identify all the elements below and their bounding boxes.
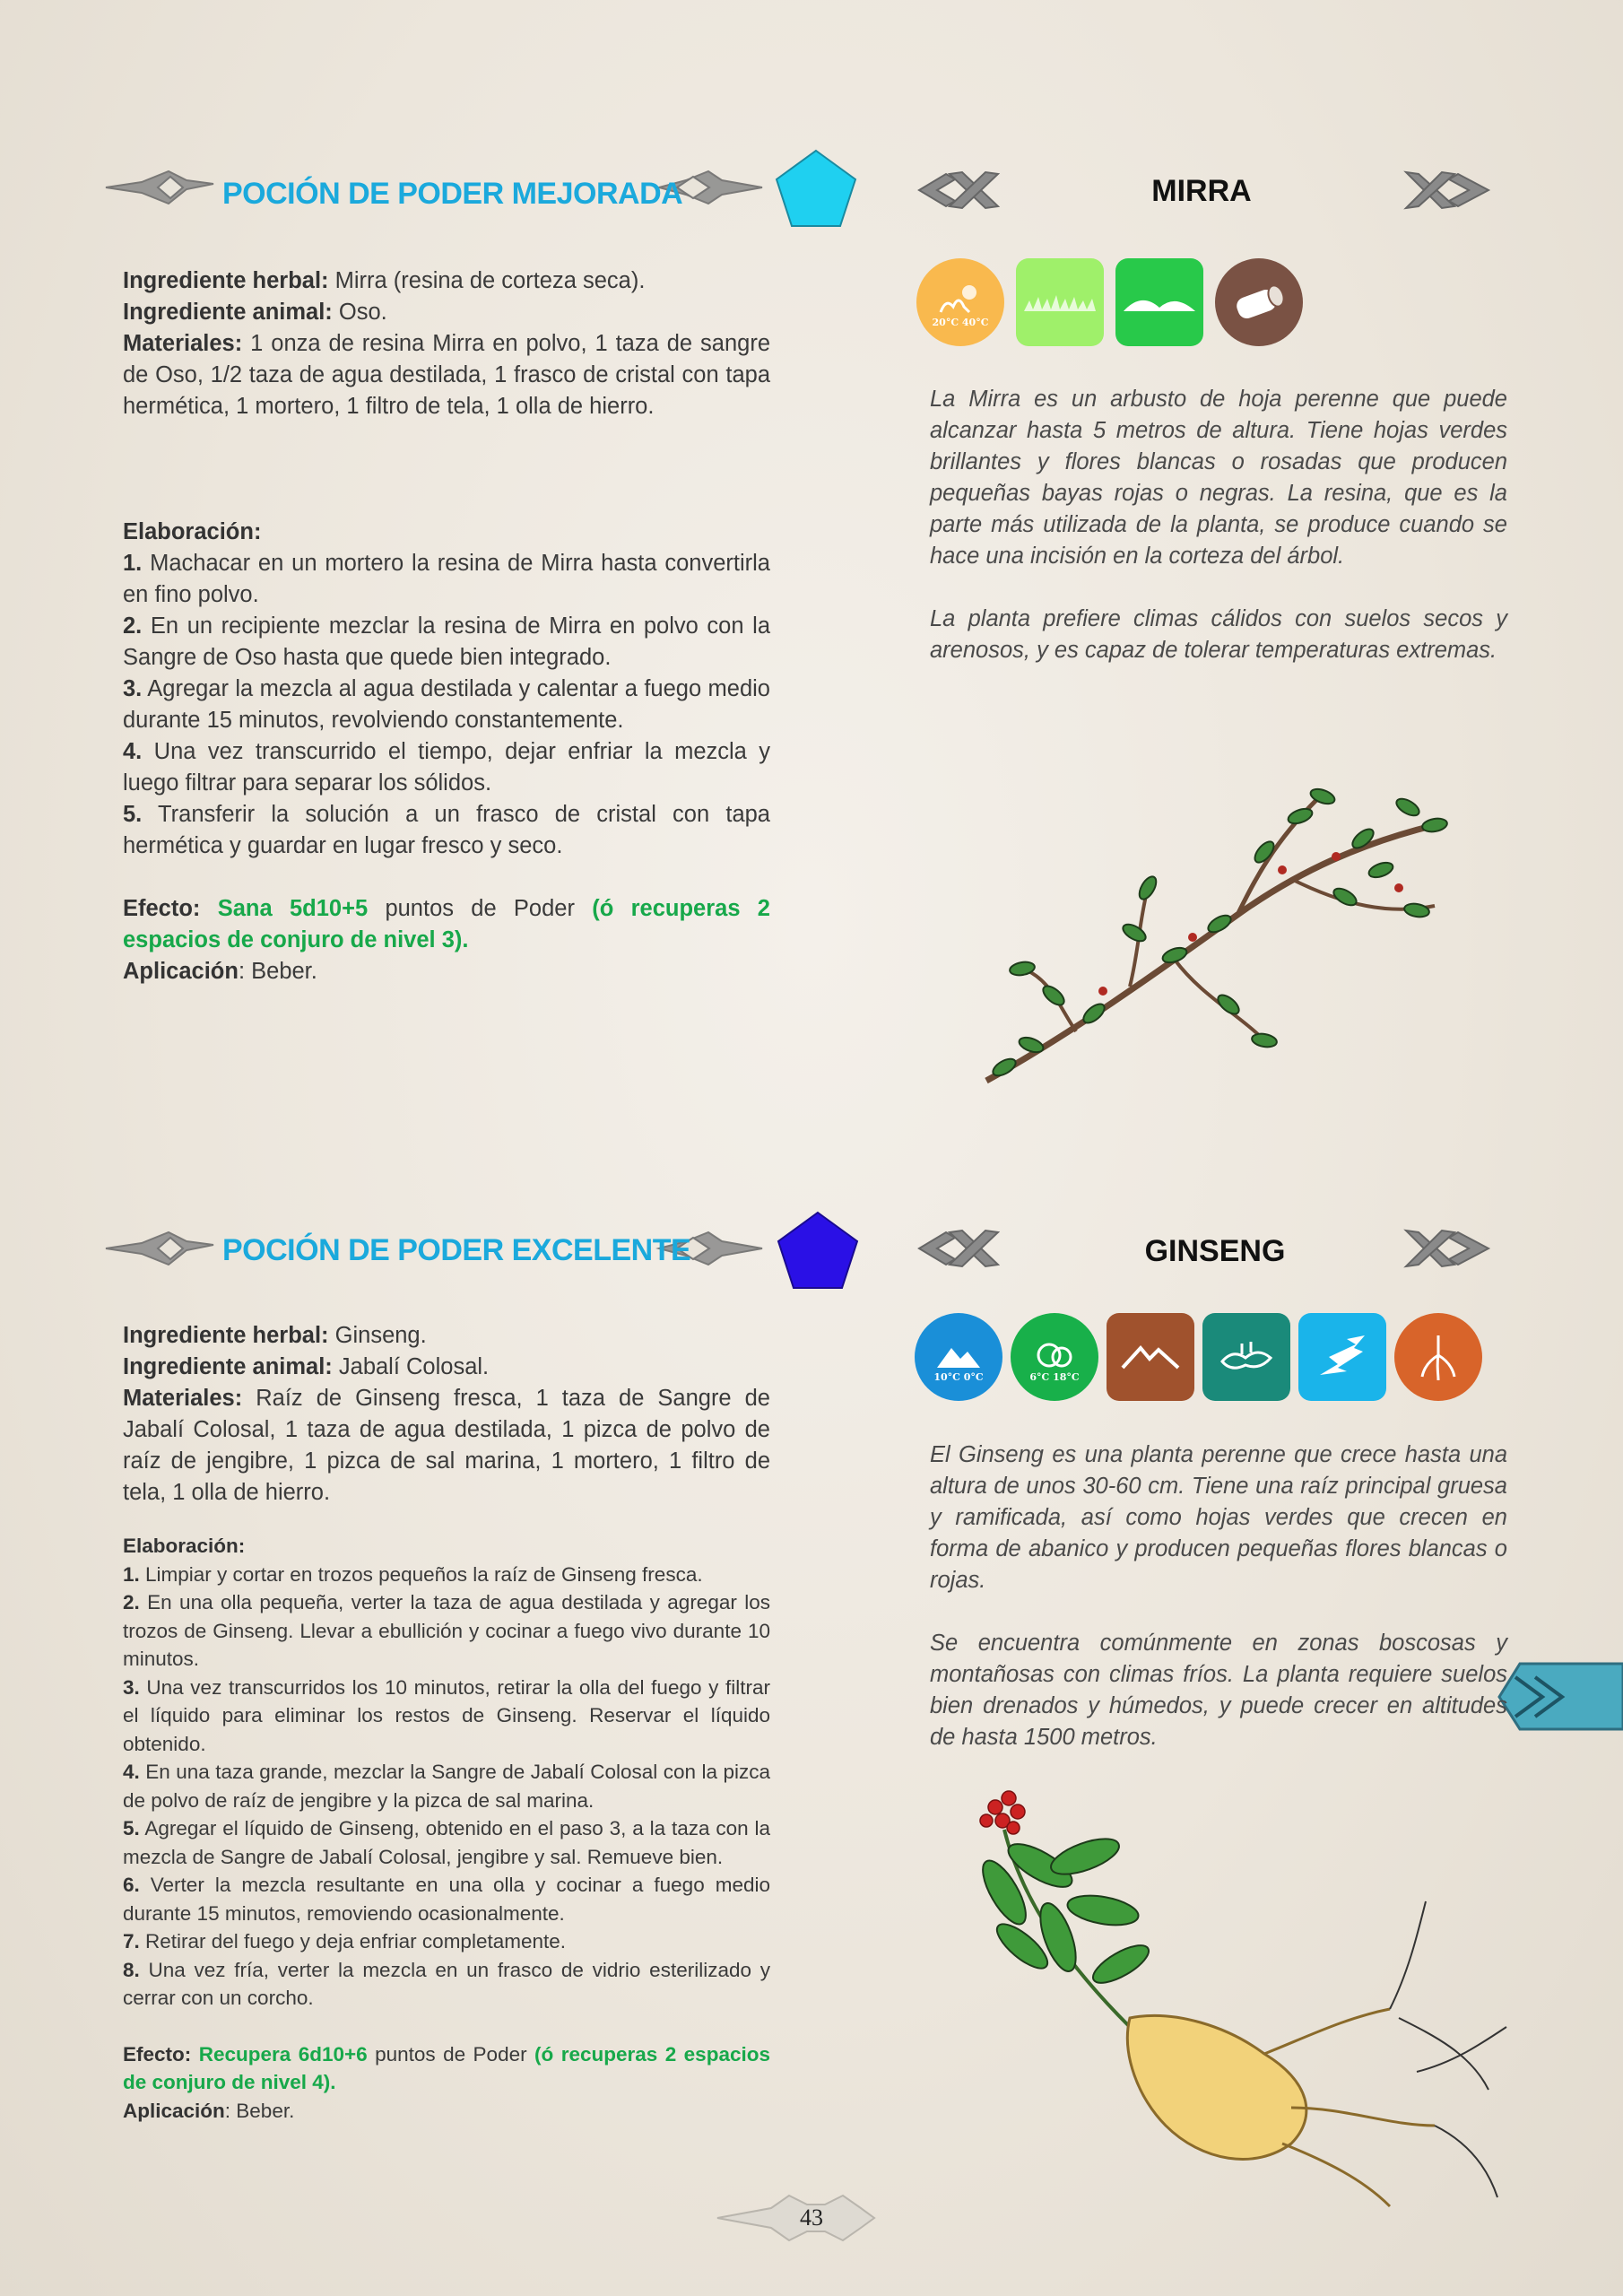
swamp-icon: [1202, 1313, 1290, 1401]
ginseng-plant-illustration: [975, 1791, 1506, 2206]
hills-icon: [1115, 258, 1203, 346]
root-icon: [1394, 1313, 1482, 1401]
ornament-right-cross: [1406, 1231, 1488, 1266]
step-3: 3. Agregar la mezcla al agua destilada y calentar a fuego medio durante 15 minutos, revolviendo constantemente.: [123, 676, 770, 733]
ginseng-description: [930, 1439, 1507, 1753]
forest-icon: 6°C 18°C: [1011, 1313, 1098, 1401]
step-6: 6. Verter la mezcla resultante en una olla y cocinar a fuego medio durante 15 minutos, removiendo ocasionalmente.: [123, 1874, 770, 1925]
step-2: 2. En una olla pequeña, verter la taza de agua destilada y agregar los trozos de Ginseng. Llevar a ebullición y cocinar a fuego vivo durante 10 minutos.: [123, 1591, 770, 1670]
step-3: 3. Una vez transcurridos los 10 minutos, retirar la olla del fuego y filtrar el líquido para eliminar los restos de Ginseng. Reservar el líquido obtenido.: [123, 1675, 770, 1755]
ginseng-description-paragraph-1: El Ginseng es una planta perenne que crece hasta una altura de unos 30-60 cm. Tiene una raíz principal gruesa y ramificada, así como hojas verdes que crecen en forma de abanico y producen pequeñas flores blancas o rojas.: [930, 1442, 1507, 1593]
application-line: Aplicación: Beber.: [123, 2099, 295, 2122]
effect-line: Efecto: Recupera 6d10+6 puntos de Poder (ó recuperas 2 espacios de conjuro de nivel 4).: [123, 2042, 770, 2093]
step-4: 4. Una vez transcurrido el tiempo, dejar enfriar la mezcla y luego filtrar para separar los sólidos.: [123, 739, 770, 796]
gem-pentagon-cyan: [777, 151, 855, 226]
ginseng-description-paragraph-2: Se encuentra comúnmente en zonas boscosas y montañosas con climas fríos. La planta requiere suelos bien drenados y húmedos, y puede crecer en altitudes de hasta 1500 metros.: [930, 1631, 1507, 1750]
step-5: 5. Agregar el líquido de Ginseng, obtenido en el paso 3, a la taza con la mezcla de Sangre de Jabalí Colosal, jengibre y sal. Remueve bien.: [123, 1817, 770, 1868]
potion-title-excelente: POCIÓN DE PODER EXCELENTE: [222, 1233, 691, 1267]
snow-mountain-icon: 10°C 0°C: [915, 1313, 1002, 1401]
sun-camel-icon: 20°C 40°C: [916, 258, 1004, 346]
animal-ingredient-line: Ingrediente animal: Oso.: [123, 300, 387, 325]
potion-excelente-elaboration: [123, 1532, 770, 2125]
step-2: 2. En un recipiente mezclar la resina de Mirra en polvo con la Sangre de Oso hasta que quede bien integrado.: [123, 613, 770, 670]
step-5: 5. Transferir la solución a un frasco de cristal con tapa hermética y guardar en lugar fresco y seco.: [123, 802, 770, 858]
application-line: Aplicación: Beber.: [123, 959, 317, 984]
plant-title-mirra: MIRRA: [1151, 174, 1252, 208]
effect-line: Efecto: Sana 5d10+5 puntos de Poder (ó recuperas 2 espacios de conjuro de nivel 3).: [123, 896, 770, 952]
ornament-left-arrow: [106, 171, 213, 204]
materials-line: Materiales: Raíz de Ginseng fresca, 1 taza de Sangre de Jabalí Colosal, 1 taza de agua destilada, 1 pizca de polvo de raíz de jengibre, 1 pizca de sal marina, 1 mortero, 1 filtro de tela, 1 olla de hierro.: [123, 1386, 770, 1505]
mirra-description-paragraph-1: La Mirra es un arbusto de hoja perenne que puede alcanzar hasta 5 metros de altura. Tiene hojas verdes brillantes y flores blancas o rosadas que producen pequeñas bayas rojas o negras. La resina, que es la parte más utilizada de la planta, se produce cuando se hace una incisión en la corteza del árbol.: [930, 387, 1507, 569]
mirra-description: [930, 384, 1507, 666]
mirra-plant-illustration: [986, 787, 1448, 1081]
elaboration-heading: Elaboración:: [123, 519, 262, 544]
ornament-left-cross: [919, 1231, 998, 1266]
ginseng-habitat-icons: [915, 1313, 1482, 1401]
plant-title-ginseng: GINSENG: [1144, 1234, 1286, 1268]
river-icon: [1298, 1313, 1386, 1401]
mirra-description-paragraph-2: La planta prefiere climas cálidos con suelos secos y arenosos, y es capaz de tolerar temperaturas extremas.: [930, 606, 1507, 663]
log-icon: [1215, 258, 1303, 346]
herbal-ingredient-line: Ingrediente herbal: Mirra (resina de corteza seca).: [123, 268, 646, 293]
animal-ingredient-line: Ingrediente animal: Jabalí Colosal.: [123, 1354, 490, 1379]
mountains-icon: [1107, 1313, 1194, 1401]
materials-line: Materiales: 1 onza de resina Mirra en polvo, 1 taza de sangre de Oso, 1/2 taza de agua destilada, 1 frasco de cristal con tapa hermética, 1 mortero, 1 filtro de tela, 1 olla de hierro.: [123, 331, 770, 419]
step-7: 7. Retirar del fuego y deja enfriar completamente.: [123, 1930, 567, 1952]
step-1: 1. Limpiar y cortar en trozos pequeños la raíz de Ginseng fresca.: [123, 1562, 703, 1586]
mirra-habitat-icons: [916, 258, 1303, 346]
ornament-right-cross: [1406, 172, 1488, 208]
potion-mejorada-details: [123, 265, 770, 987]
step-4: 4. En una taza grande, mezclar la Sangre de Jabalí Colosal con la pizca de polvo de raíz de jengibre y la pizca de sal marina.: [123, 1761, 770, 1812]
grassland-icon: [1016, 258, 1104, 346]
potion-excelente-ingredients: [123, 1320, 770, 1509]
potion-title-mejorada: POCIÓN DE PODER MEJORADA: [222, 177, 683, 211]
gem-pentagon-blue: [778, 1213, 857, 1288]
elaboration-heading: Elaboración:: [123, 1535, 246, 1557]
ornament-left-arrow: [106, 1232, 213, 1265]
step-1: 1. Machacar en un mortero la resina de Mirra hasta convertirla en fino polvo.: [123, 551, 770, 607]
page-number: 43: [800, 2205, 823, 2231]
ornament-left-cross: [919, 172, 998, 208]
herbal-ingredient-line: Ingrediente herbal: Ginseng.: [123, 1323, 427, 1348]
step-8: 8. Una vez fría, verter la mezcla en un frasco de vidrio esterilizado y cerrar con un corcho.: [123, 1958, 770, 2009]
